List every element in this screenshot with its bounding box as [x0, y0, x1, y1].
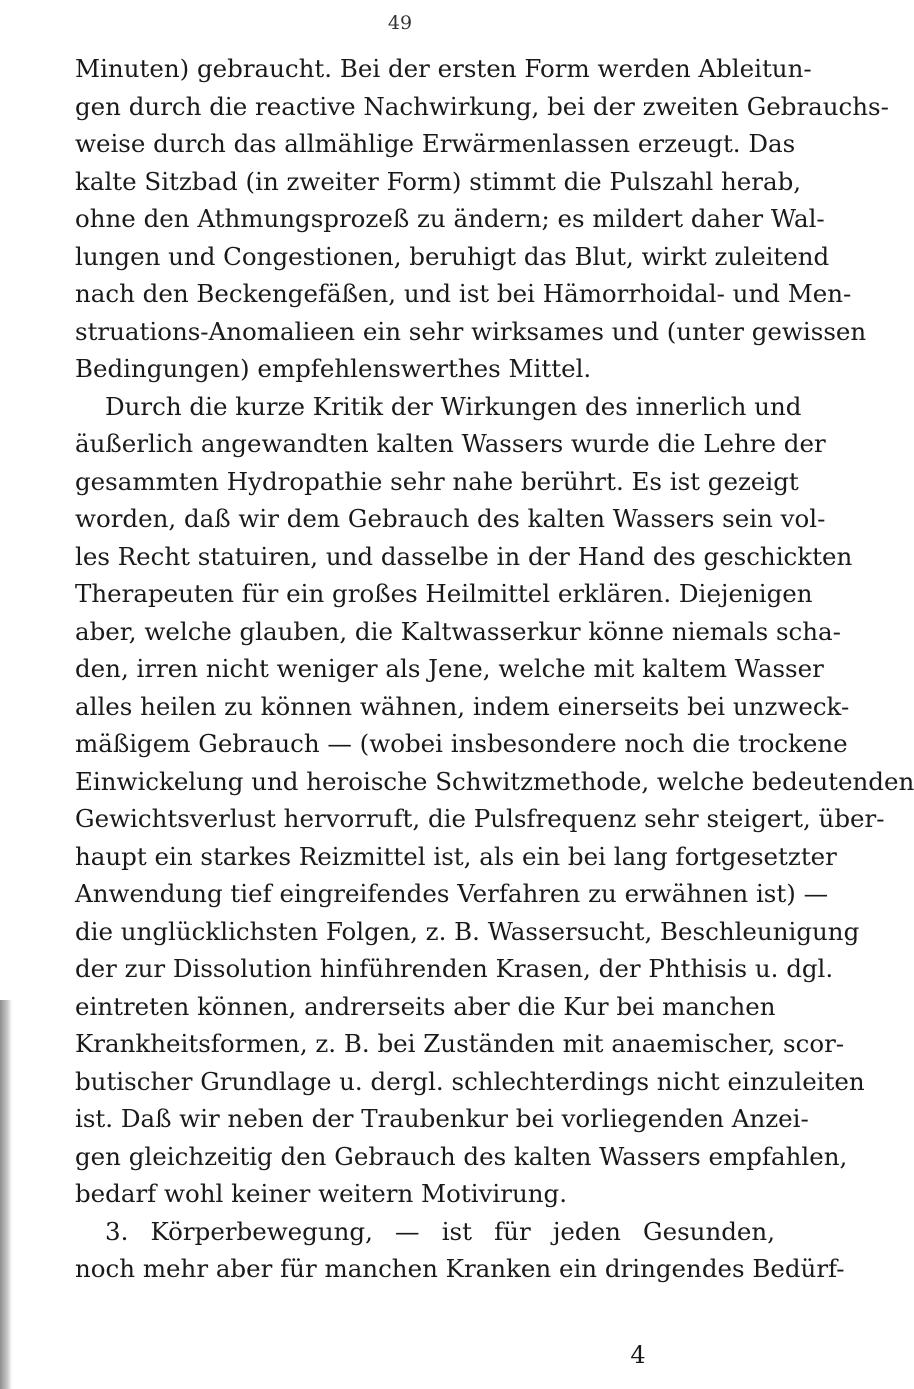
text-line: gen gleichzeitig den Gebrauch des kalten Wassers empfahlen,: [75, 1141, 848, 1171]
text-line: aber, welche glauben, die Kaltwasserkur könne niemals scha-: [75, 616, 841, 646]
text-line: Bedingungen) empfehlenswerthes Mittel.: [75, 354, 592, 383]
text-line: Einwickelung und heroische Schwitzmethode, welche bedeutenden: [75, 766, 914, 796]
page-number: 49: [387, 12, 413, 34]
text-line: eintreten können, andrerseits aber die Kur bei manchen: [75, 991, 776, 1021]
text-line: Durch die kurze Kritik der Wirkungen des innerlich und: [105, 391, 802, 421]
text-line: der zur Dissolution hinführenden Krasen, der Phthisis u. dgl.: [75, 954, 834, 983]
text-line: ohne den Athmungsprozeß zu ändern; es mildert daher Wal-: [75, 204, 825, 233]
text-line: haupt ein starkes Reizmittel ist, als ein bei lang fortgesetzter: [75, 841, 837, 871]
signature-mark: 4: [630, 1341, 646, 1369]
text-line: Krankheitsformen, z. B. bei Zuständen mit anaemischer, scor-: [75, 1029, 845, 1058]
text-line: bedarf wohl keiner weitern Motivirung.: [75, 1179, 567, 1208]
text-line: weise durch das allmählige Erwärmenlassen erzeugt. Das: [75, 129, 796, 158]
text-line: gen durch die reactive Nachwirkung, bei der zweiten Gebrauchs-: [75, 91, 889, 121]
text-line: les Recht statuiren, und dasselbe in der Hand des geschickten: [75, 541, 853, 571]
text-line: Minuten) gebraucht. Bei der ersten Form werden Ableitun-: [75, 54, 812, 83]
page-edge-shadow: [0, 1000, 12, 1389]
text-line: kalte Sitzbad (in zweiter Form) stimmt die Pulszahl herab,: [75, 166, 802, 196]
text-line: mäßigem Gebrauch — (wobei insbesondere noch die trockene: [75, 729, 848, 758]
text-line: die unglücklichsten Folgen, z. B. Wassersucht, Beschleunigung: [75, 916, 860, 946]
text-line: butischer Grundlage u. dergl. schlechterdings nicht einzuleiten: [75, 1066, 865, 1096]
text-line: Anwendung tief eingreifendes Verfahren zu erwähnen ist) —: [75, 879, 829, 908]
text-line: worden, daß wir dem Gebrauch des kalten Wassers sein vol-: [75, 504, 826, 533]
text-line: äußerlich angewandten kalten Wassers wurde die Lehre der: [75, 429, 826, 458]
text-line: den, irren nicht weniger als Jene, welche mit kaltem Wasser: [75, 654, 824, 683]
text-line: lungen und Congestionen, beruhigt das Blut, wirkt zuleitend: [75, 241, 830, 271]
body-text: [75, 50, 914, 1288]
text-line: alles heilen zu können wähnen, indem einerseits bei unzweck-: [75, 691, 850, 721]
section-heading-line: 3. Körperbewegung, — ist für jeden Gesunden,: [105, 1216, 775, 1246]
text-line: ist. Daß wir neben der Traubenkur bei vorliegenden Anzei-: [75, 1104, 809, 1133]
text-line: Gewichtsverlust hervorruft, die Pulsfrequenz sehr steigert, über-: [75, 804, 885, 833]
text-line: nach den Beckengefäßen, und ist bei Hämorrhoidal- und Men-: [75, 279, 852, 308]
text-line: gesammten Hydropathie sehr nahe berührt. Es ist gezeigt: [75, 466, 799, 496]
text-line: noch mehr aber für manchen Kranken ein dringendes Bedürf-: [75, 1254, 845, 1283]
text-line: Therapeuten für ein großes Heilmittel erklären. Diejenigen: [75, 579, 813, 608]
text-line: struations-Anomalieen ein sehr wirksames und (unter gewissen: [75, 316, 867, 346]
